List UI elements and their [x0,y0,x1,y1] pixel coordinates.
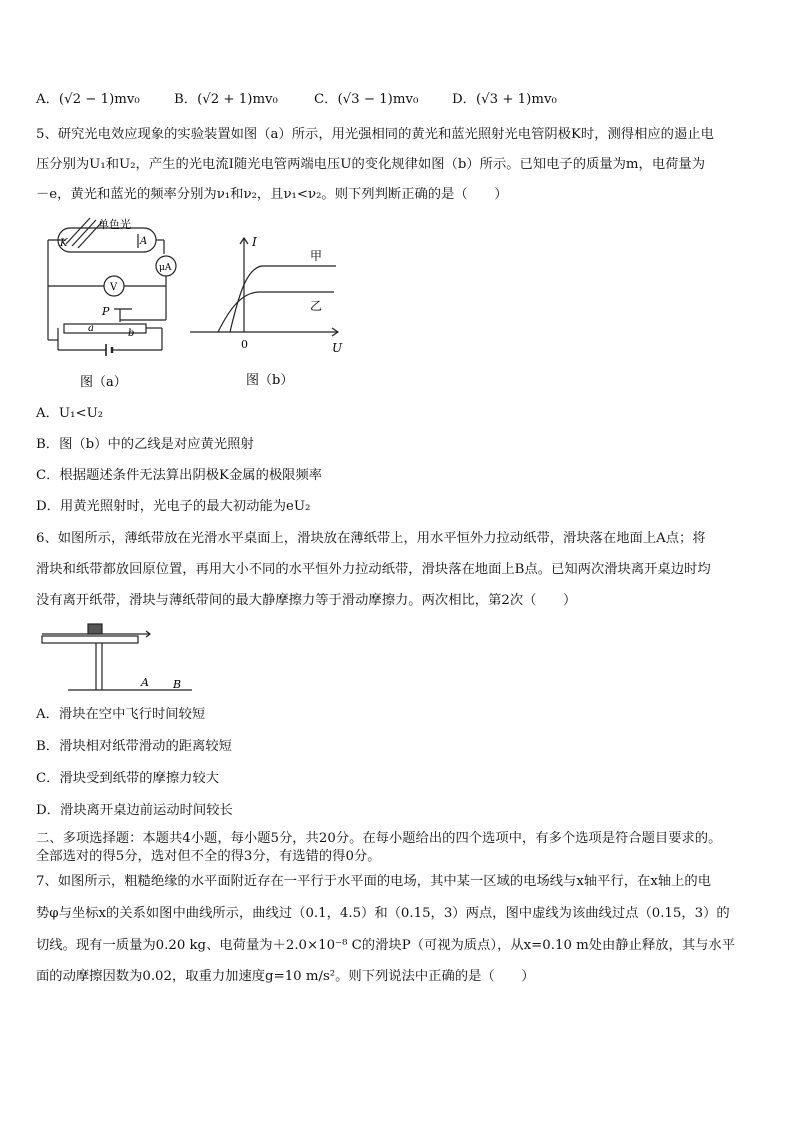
voltmeter-label: V [110,282,118,293]
q4-option-b[interactable]: B．(√2 + 1)mv₀ [174,92,278,107]
q6-option-c[interactable]: C．滑块受到纸带的摩擦力较大 [36,771,220,786]
q5-figure-a [36,214,186,394]
q5-stem-line-3: －e，黄光和蓝光的频率分别为ν₁和ν₂，且ν₁<ν₂。则下列判断正确的是（ ） [36,187,508,202]
q5-option-d[interactable]: D．用黄光照射时，光电子的最大初动能为eU₂ [36,499,311,514]
q5-stem-line-1: 5、研究光电效应现象的实验装置如图（a）所示，用光强相同的黄光和蓝光照射光电管阴极K时，测得相应的遏止电 [36,127,714,142]
q7-stem-line-1: 7、如图所示，粗糙绝缘的水平面附近存在一平行于水平面的电场，其中某一区域的电场线与x轴平行，在x轴上的电 [36,874,712,889]
curve-yi-label: 乙 [310,299,323,313]
q4-option-d[interactable]: D．(√3 + 1)mv₀ [452,92,557,107]
q6-stem-line-1: 6、如图所示，薄纸带放在光滑水平桌面上，滑块放在薄纸带上，用水平恒外力拉动纸带，滑块落在地面上A点；将 [36,531,706,546]
slider-block [88,624,102,634]
u-axis-label: U [332,341,343,355]
rheostat-a-label: a [88,323,94,334]
figure-b-caption: 图（b） [246,373,294,388]
i-axis-label: I [252,235,257,249]
q5-option-c[interactable]: C．根据题述条件无法算出阴极K金属的极限频率 [36,468,323,483]
q5-option-b[interactable]: B．图（b）中的乙线是对应黄光照射 [36,437,254,452]
table-top [42,636,138,643]
q4-option-a[interactable]: A．(√2 − 1)mv₀ [36,92,140,107]
rheostat-b-label: b [128,328,135,339]
origin-label: 0 [241,338,248,351]
q4-option-c[interactable]: C．(√3 − 1)mv₀ [314,92,419,107]
light-label: 单色光 [98,218,131,231]
cathode-label: K [60,238,68,249]
landing-point-b: B [173,678,182,691]
q7-stem-line-2: 势φ与坐标x的关系如图中曲线所示，曲线过（0.1，4.5）和（0.15，3）两点，图中虚线为该曲线过点（0.15，3）的 [36,906,730,921]
figure-a-caption: 图（a） [80,375,127,390]
section2-line-1: 二、多项选择题：本题共4小题，每小题5分，共20分。在每小题给出的四个选项中，有多个选项是符合题目要求的。 [36,831,722,846]
q6-option-a[interactable]: A．滑块在空中飞行时间较短 [36,707,206,722]
q5-stem-line-2: 压分别为U₁和U₂，产生的光电流I随光电管两端电压U的变化规律如图（b）所示。已知电子的质量为m，电荷量为 [36,157,706,172]
anode-label: A [140,236,148,247]
landing-point-a: A [141,676,149,689]
q6-option-d[interactable]: D．滑块离开桌边前运动时间较长 [36,803,233,818]
q5-option-a[interactable]: A．U₁<U₂ [36,406,104,421]
q6-figure [40,620,200,696]
q5-figure-b [186,228,356,388]
q6-stem-line-2: 滑块和纸带都放回原位置，再用大小不同的水平恒外力拉动纸带，滑块落在地面上B点。已知两次滑块离开桌边时均 [36,562,711,577]
slider-p-label: P [102,305,110,318]
ammeter-label: μA [159,263,172,273]
q6-option-b[interactable]: B．滑块相对纸带滑动的距离较短 [36,739,232,754]
section2-line-2: 全部选对的得5分，选对但不全的得3分，有选错的得0分。 [36,849,381,864]
q7-stem-line-4: 面的动摩擦因数为0.02，取重力加速度g=10 m/s²。则下列说法中正确的是（ ） [36,969,535,984]
q6-stem-line-3: 没有离开纸带，滑块与薄纸带间的最大静摩擦力等于滑动摩擦力。两次相比，第2次（ ） [36,593,577,608]
q7-stem-line-3: 切线。现有一质量为0.20 kg、电荷量为＋2.0×10⁻⁸ C的滑块P（可视为质点），从x=0.10 m处由静止释放，其与水平 [36,938,736,953]
curve-jia-label: 甲 [310,249,323,263]
